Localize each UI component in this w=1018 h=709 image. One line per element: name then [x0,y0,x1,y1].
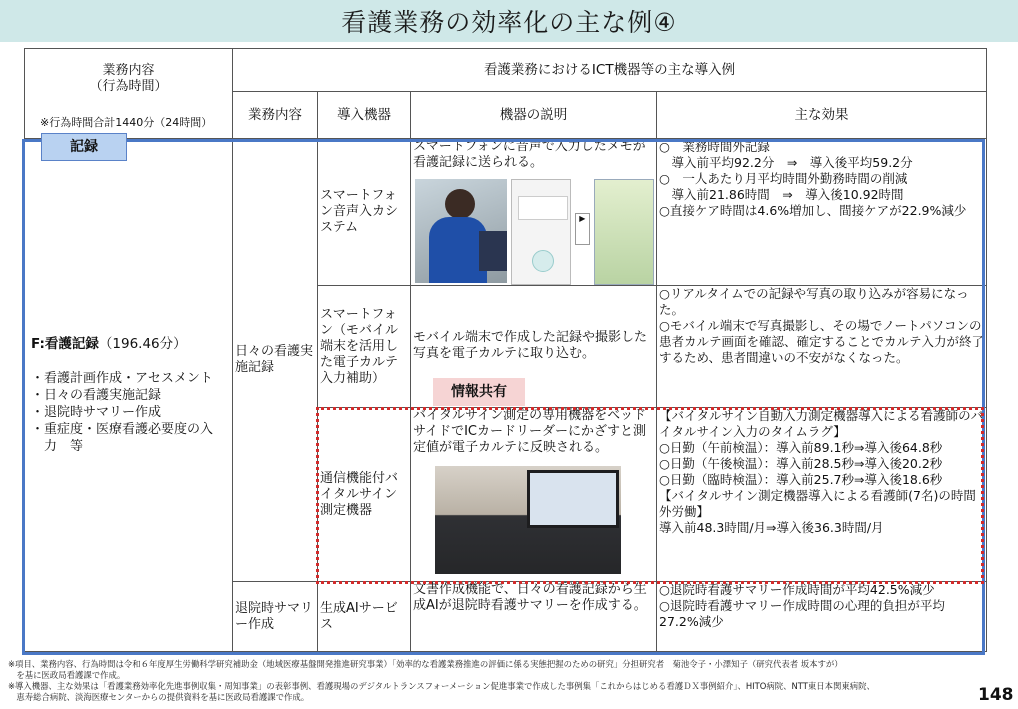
header-col-effect: 主な効果 [657,92,987,139]
row2-effects [657,286,987,408]
row2-desc: モバイル端末で作成した記録や撮影した写真を電子カルテに取り込む。 [411,286,657,408]
row1-device: スマートフォン音声入カシステム [318,139,411,286]
category-item: ・日々の看護実施記録 [31,387,162,403]
header-total-note: ※行為時間合計1440分（24時間） [40,116,213,129]
effect-line: 導入前48.3時間/月⇒導入後36.3時間/月 [659,520,884,535]
row4-task: 退院時サマリー作成 [233,582,318,652]
ict-table [24,48,987,652]
record-tag: 記録 [41,133,127,161]
row2-device: スマートフォン（モバイル端末を活用した電子カルテ入力補助） [318,286,411,408]
row3-device: 通信機能付バイタルサイン測定機器 [318,408,411,582]
row4-effects [657,582,987,652]
mic-icon [532,250,554,272]
category-title [31,336,230,352]
category-cell [25,139,233,652]
row4-device: 生成AIサービス [318,582,411,652]
shared-task-cell: 日々の看護実施記録 [233,139,318,582]
effect-line: ○直接ケア時間は4.6%増加し、間接ケアが22.9%減少 [659,203,967,218]
header-col-device: 導入機器 [318,92,411,139]
title-bar [0,0,1018,42]
header-task-cell [25,49,233,139]
effect-line: ○日勤（臨時検温）：導入前25.7秒⇒導入後18.6秒 [659,472,943,487]
effect-line: ○ 業務時間外記録 [659,139,770,154]
page-number: 148 [978,685,1014,705]
header-ict-title: 看護業務におけるICT機器等の主な導入例 [233,49,987,92]
effect-line: 導入前平均92.2分 ⇒ 導入後平均59.2分 [659,155,913,170]
category-item: ・退院時サマリー作成 [31,404,162,420]
effect-line: ○リアルタイムでの記録や写真の取り込みが容易になった。 [659,286,969,317]
row1-effects [657,139,987,286]
header-col-task: 業務内容 [233,92,318,139]
effect-line: ○ 一人あたり月平均時間外勤務時間の削減 [659,171,908,186]
send-arrow-icon: ▶ [575,213,590,245]
effect-line: ○退院時看護サマリー作成時間が平均42.5%減少 [659,582,935,597]
row3-desc: バイタルサイン測定の専用機器をベッドサイドでICカードリーダーにかざすと測定値が電子カルテに反映される。 [413,408,647,455]
footnote-line: ※導入機器、主な効果は「看護業務効率化先進事例収集・周知事業」の表彰事例、看護現場のデジタルトランスフォーメーション促進事業で作成した事例集「これからはじめる看護ＤＸ事例紹介」、HITO病院、NTT東日本関東病院、 [8,681,875,691]
effect-line: ○日勤（午後検温）：導入前28.5秒⇒導入後20.2秒 [659,456,943,471]
row1-photos [413,179,654,285]
category-item: ・看護計画作成・アセスメント [31,370,213,386]
footnote-line: 恵寿総合病院、淡海医療センターからの提供資料を基に医政局看護課で作成。 [8,692,310,702]
nurse-photo [415,179,507,283]
category-title-rest: （196.46分） [98,335,187,352]
row1-desc-cell [411,139,657,286]
phone-screen-image [511,179,571,285]
category-item: ・重症度・医療看護必要度の入 [31,421,214,437]
row1-desc: スマートフォンに音声で入力したメモが看護記録に送られる。 [413,139,646,170]
page-title: 看護業務の効率化の主な例④ [341,8,677,37]
footnote-line: を基に医政局看護課で作成。 [8,670,126,680]
laptop-photo [435,466,621,574]
effect-line: ○日勤（午前検温）：導入前89.1秒⇒導入後64.8秒 [659,440,943,455]
info-share-tag: 情報共有 [433,378,525,406]
effect-line: ○モバイル端末で写真撮影し、その場でノートパソコンの患者カルテ画面を確認、確定することでカルテ入力が終了するため、患者間違いの不安がなくなった。 [659,318,985,365]
header-col-desc: 機器の説明 [411,92,657,139]
category-item: 力 等 [31,438,84,454]
header-task-label: 業務内容 [102,63,155,78]
category-title-bold: F:看護記録 [31,335,99,352]
row3-desc-cell [411,408,657,582]
footnotes [8,659,968,703]
row3-effects [657,408,987,582]
effect-line: ○退院時看護サマリー作成時間の心理的負担が平均27.2%減少 [659,598,945,629]
ehr-screen-image [594,179,654,285]
category-list [31,370,230,455]
header-task-sub: （行為時間） [89,79,168,94]
effect-line: 【バイタルサイン測定機器導入による看護師(7名)の時間外労働】 [659,488,976,519]
footnote-line: ※項目、業務内容、行為時間は令和６年度厚生労働科学研究補助金（地域医療基盤開発推進研究事業）「効率的な看護業務推進の評価に係る実態把握のための研究」分担研究者 菊池令子・小澤知子（研究代表者 坂本すが） [8,659,843,669]
row4-desc: 文書作成機能で、日々の看護記録から生成AIが退院時看護サマリーを作成する。 [411,582,657,652]
effect-line: 【バイタルサイン自動入力測定機器導入による看護師のバイタルサイン入力のタイムラグ】 [659,408,984,439]
effect-line: 導入前21.86時間 ⇒ 導入後10.92時間 [659,187,904,202]
